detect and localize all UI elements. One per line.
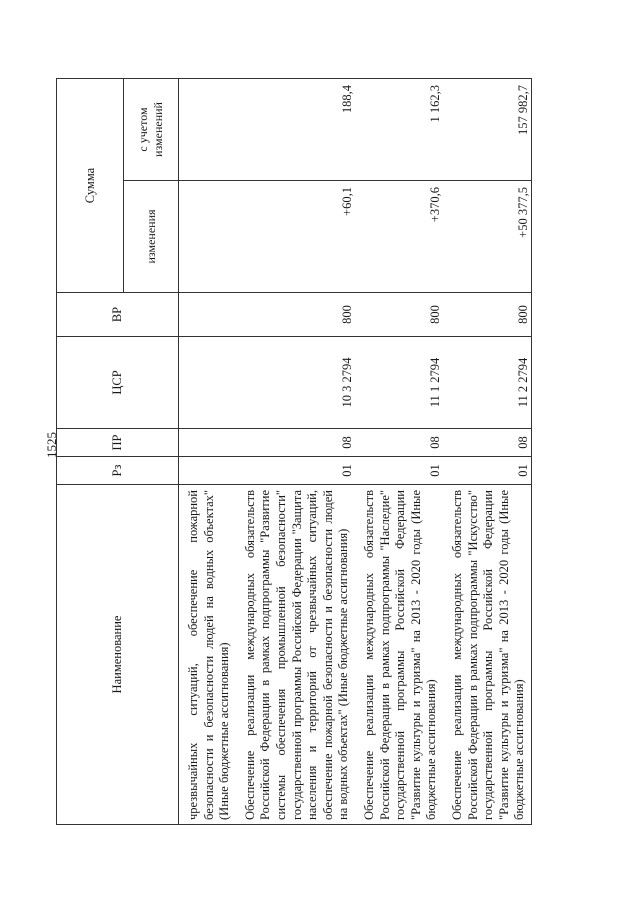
- row-rz: 01: [355, 457, 443, 485]
- header-sum: Сумма: [57, 79, 124, 293]
- header-rz: Рз: [57, 457, 179, 485]
- row-name: Обеспечение реализации международных обязательств Российской Федерации в рамках подпрограммы "Развитие системы обеспечения промышленной безопасности" государственной программы Российской Федерации "Защита населения и территорий от чрезвычайных ситуаций, обеспечение пожарной безопасности и безопасности людей на водных объектах" (Иные бюджетные ассигнования): [236, 485, 355, 825]
- table-header: [57, 79, 179, 825]
- row-vr: 800: [355, 293, 443, 337]
- row-change: +50 377,5: [443, 181, 531, 293]
- row-vr: 800: [236, 293, 355, 337]
- row-vr: [179, 293, 236, 337]
- header-with-change: с учетом изменений: [124, 79, 179, 181]
- row-name: чрезвычайных ситуаций, обеспечение пожарной безопасности и безопасности людей на водных объектах" (Иные бюджетные ассигнования): [179, 485, 236, 825]
- budget-table: [56, 78, 532, 825]
- header-name: Наименование: [57, 485, 179, 825]
- row-vr: 800: [443, 293, 531, 337]
- row-total: 157 982,7: [443, 79, 531, 181]
- row-pr: [179, 429, 236, 457]
- table-row: [179, 79, 236, 825]
- table-row: [355, 79, 443, 825]
- row-pr: 08: [443, 429, 531, 457]
- row-csr: [179, 337, 236, 429]
- row-total: 1 162,3: [355, 79, 443, 181]
- budget-table-container: [56, 79, 584, 825]
- header-change: изменения: [124, 181, 179, 293]
- row-pr: 08: [236, 429, 355, 457]
- row-total: [179, 79, 236, 181]
- header-pr: ПР: [57, 429, 179, 457]
- row-change: [179, 181, 236, 293]
- table-body: [179, 79, 532, 825]
- table-row: [443, 79, 531, 825]
- row-csr: 11 2 2794: [443, 337, 531, 429]
- row-total: 188,4: [236, 79, 355, 181]
- row-csr: 10 3 2794: [236, 337, 355, 429]
- page-number: 1525: [44, 432, 59, 458]
- row-rz: [179, 457, 236, 485]
- table-row: [236, 79, 355, 825]
- row-rz: 01: [236, 457, 355, 485]
- row-rz: 01: [443, 457, 531, 485]
- row-pr: 08: [355, 429, 443, 457]
- row-change: +370,6: [355, 181, 443, 293]
- header-csr: ЦСР: [57, 337, 179, 429]
- row-change: +60,1: [236, 181, 355, 293]
- row-name: Обеспечение реализации международных обязательств Российской Федерации в рамках подпрограммы "Наследие" государственной программы Российской Федерации "Развитие культуры и туризма" на 2013 - 2020 годы (Иные бюджетные ассигнования): [355, 485, 443, 825]
- row-csr: 11 1 2794: [355, 337, 443, 429]
- header-vr: ВР: [57, 293, 179, 337]
- row-name: Обеспечение реализации международных обязательств Российской Федерации в рамках подпрограммы "Искусство" государственной программы Российской Федерации "Развитие культуры и туризма" на 2013 - 2020 годы (Иные бюджетные ассигнования): [443, 485, 531, 825]
